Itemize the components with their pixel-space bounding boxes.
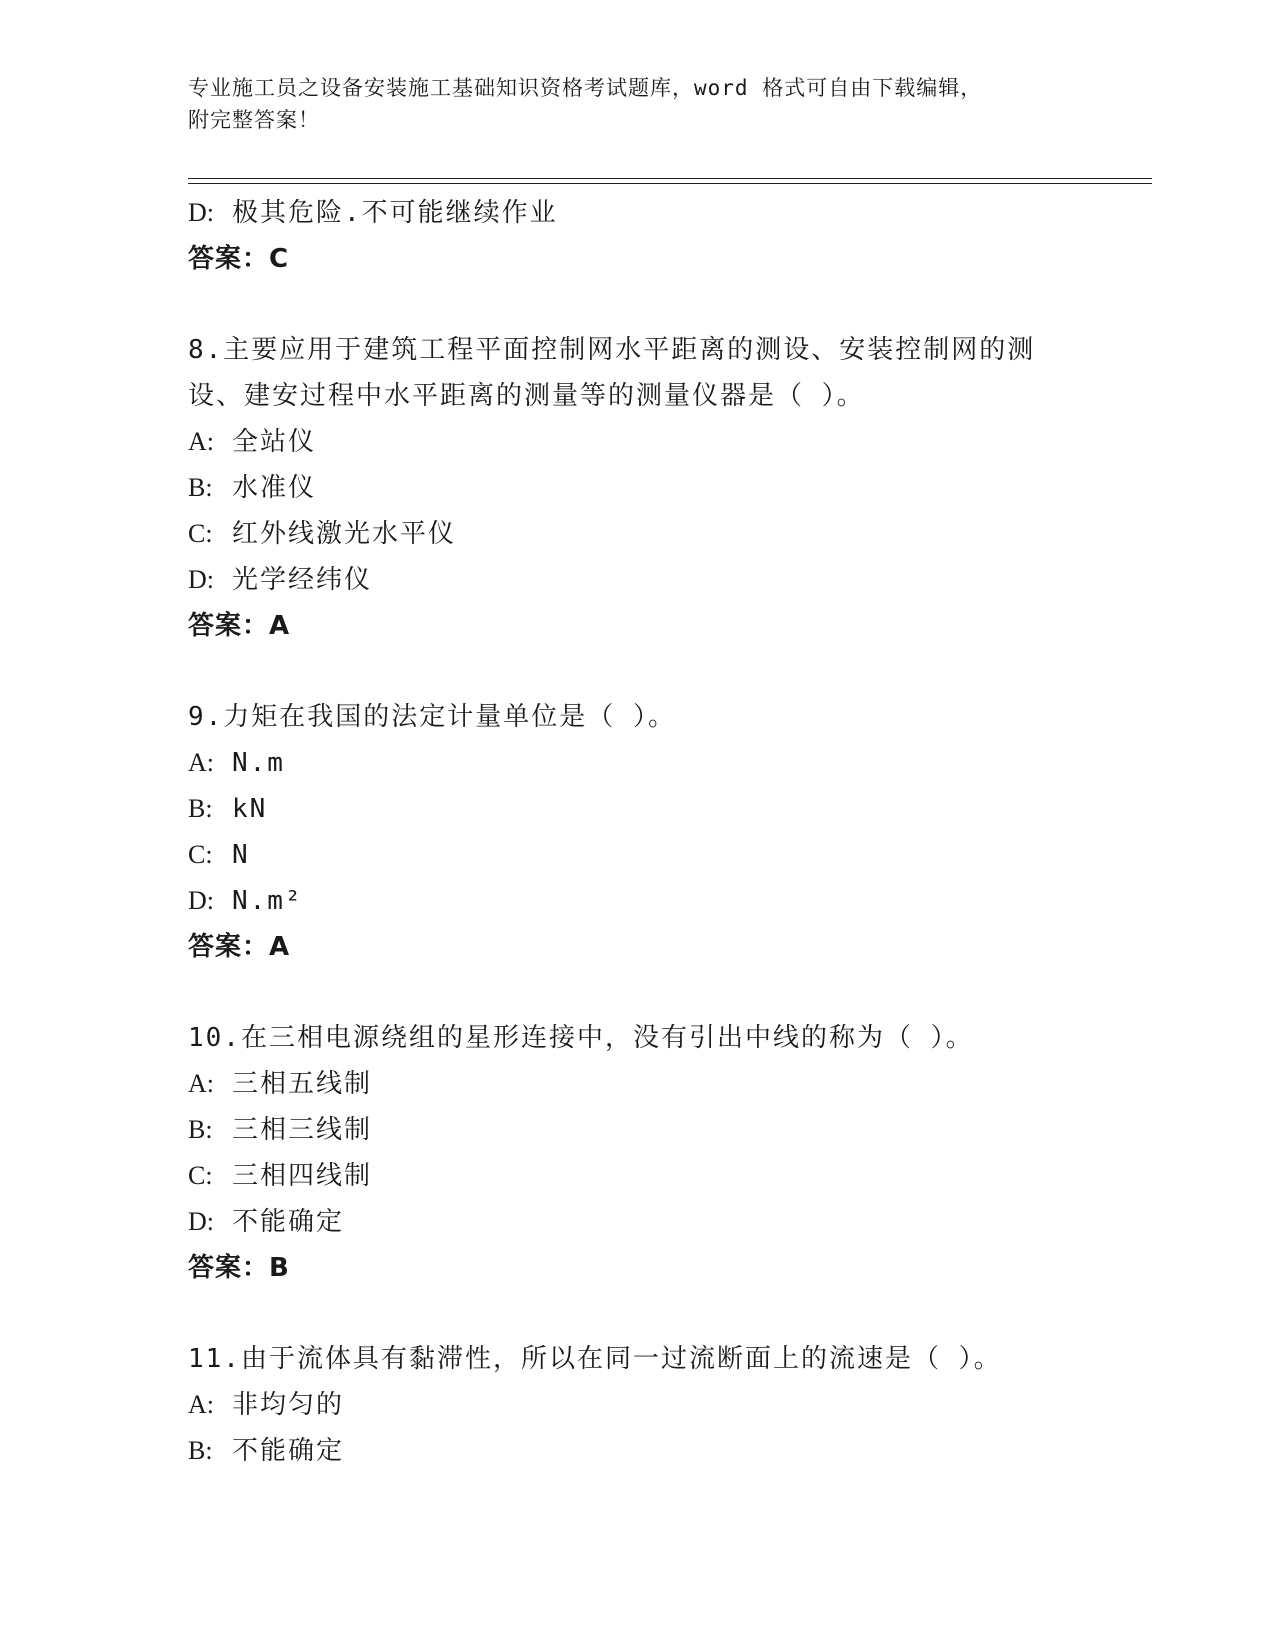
option-a	[188, 1382, 1088, 1428]
option-label: C:	[188, 519, 213, 548]
answer-label: 答案：	[188, 1253, 270, 1283]
option-b	[188, 1107, 1088, 1153]
option-d	[188, 557, 1088, 603]
option-label: B:	[188, 794, 213, 823]
option-text: 非均匀的	[232, 1390, 345, 1420]
spacer	[188, 649, 1088, 694]
answer-label: 答案：	[188, 244, 270, 274]
spacer	[188, 282, 1088, 327]
answer-value: A	[269, 932, 291, 962]
option-text: N	[232, 840, 250, 870]
answer-value: A	[269, 611, 291, 641]
header-line-1: 专业施工员之设备安装施工基础知识资格考试题库，word 格式可自由下载编辑，	[188, 76, 983, 100]
option-label: B:	[188, 473, 213, 502]
option-label: A:	[188, 427, 214, 456]
option-label: C:	[188, 840, 213, 869]
answer-value: B	[269, 1253, 290, 1283]
option-text: N.m	[232, 748, 285, 778]
option-label: C:	[188, 1161, 213, 1190]
option-b	[188, 786, 1088, 832]
option-text: N.m²	[232, 886, 303, 916]
option-text: 三相三线制	[232, 1115, 373, 1145]
spacer	[188, 1291, 1088, 1336]
option-d	[188, 1199, 1088, 1245]
question-content	[188, 190, 1088, 1474]
option-b	[188, 1428, 1088, 1474]
answer-line	[188, 1245, 1088, 1291]
option-d	[188, 878, 1088, 924]
option-text: kN	[232, 794, 268, 824]
option-a	[188, 1061, 1088, 1107]
answer-value: C	[269, 244, 290, 274]
option-text: 三相四线制	[232, 1161, 373, 1191]
option-text: 光学经纬仪	[232, 565, 373, 595]
option-label: D:	[188, 1207, 214, 1236]
option-a	[188, 740, 1088, 786]
option-label: D:	[188, 886, 214, 915]
option-a	[188, 419, 1088, 465]
option-c	[188, 1153, 1088, 1199]
option-text: 全站仪	[232, 427, 317, 457]
question-8-line-1: 8.主要应用于建筑工程平面控制网水平距离的测设、安装控制网的测	[188, 335, 1036, 365]
header-rule-top	[188, 178, 1152, 179]
answer-label: 答案：	[188, 611, 270, 641]
document-header	[188, 72, 1068, 136]
answer-line	[188, 603, 1088, 649]
header-rule-bottom	[188, 183, 1152, 184]
option-c	[188, 511, 1088, 557]
option-text: 不能确定	[232, 1207, 345, 1237]
option-text: 三相五线制	[232, 1069, 373, 1099]
option-label: D:	[188, 565, 214, 594]
question-11-line-1: 11.由于流体具有黏滞性，所以在同一过流断面上的流速是（ ）。	[188, 1344, 1002, 1374]
option-label: A:	[188, 1390, 214, 1419]
option-label: B:	[188, 1436, 213, 1465]
option-text: 红外线激光水平仪	[232, 519, 457, 549]
option-text: 不能确定	[232, 1436, 345, 1466]
option-text: 极其危险.不可能继续作业	[232, 198, 558, 228]
option-d	[188, 190, 1088, 236]
answer-line	[188, 924, 1088, 970]
question-9-line-1: 9.力矩在我国的法定计量单位是（ ）。	[188, 702, 676, 732]
question-10-line-1: 10.在三相电源绕组的星形连接中，没有引出中线的称为（ ）。	[188, 1023, 974, 1053]
answer-label: 答案：	[188, 932, 270, 962]
option-label: A:	[188, 748, 214, 777]
option-label: D:	[188, 198, 214, 227]
option-label: A:	[188, 1069, 214, 1098]
option-text: 水准仪	[232, 473, 317, 503]
option-label: B:	[188, 1115, 213, 1144]
option-b	[188, 465, 1088, 511]
question-8-line-2: 设、建安过程中水平距离的测量等的测量仪器是（ ）。	[188, 381, 865, 411]
header-line-2: 附完整答案！	[188, 108, 320, 132]
spacer	[188, 970, 1088, 1015]
answer-line	[188, 236, 1088, 282]
option-c	[188, 832, 1088, 878]
